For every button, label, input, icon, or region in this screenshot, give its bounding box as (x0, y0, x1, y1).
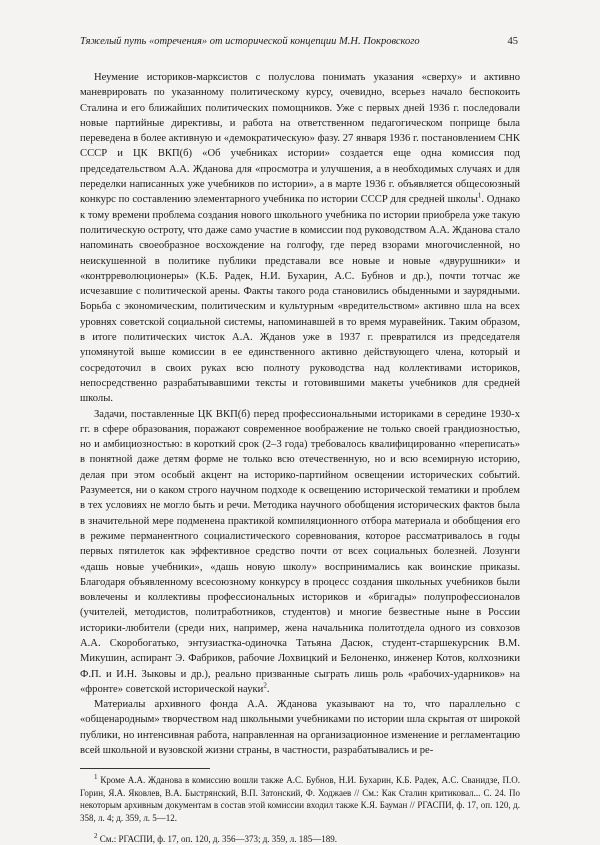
running-header (80, 36, 518, 47)
footnote-marker: 1 (94, 773, 98, 782)
footnote-ref[interactable]: 2 (263, 681, 267, 690)
paragraph: Материалы архивного фонда А.А. Жданова указывают на то, что параллельно с «общенародным» творчеством над школьными учебниками по истории шла скрытая от широкой публики, но интенсивная работа, направленная на организационное изменение и регламентацию всей школьной и вузовской жизни страны, в частности, разрабатывались и ре- (80, 699, 520, 757)
paragraph: Неумение историков-марксистов с полуслова понимать указания «сверху» и активно маневрировать по указанному политическому курсу, очевидно, всерьез начало беспокоить Сталина и его ближайших политических помощников. Уже с первых дней 1936 г. последовали новые партийные директивы, и работа на ответственном педагогическом поприще была переведена в более активную и «демократическую» фазу. 27 января 1936 г. постановлением СНК СССР и ЦК ВКП(б) «Об учебниках истории» создается еще одна комиссия под председательством А.А. Жданова для «просмотра и улучшения, а в необходимых случаях и для переделки написанных уже учебников по истории», а в марте 1936 г. объявляется общесоюзный конкурс по составлению элементарного учебника по истории СССР для средней школы$^1$. Однако к тому времени проблема создания нового школьного учебника по истории приобрела уже такую политическую остроту, что даже само участие в комиссии под руководством А.А. Жданова стало напоминать своеобразное восхождение на голгофу, где перед взорами многочисленной, но неискушенной в политике публики представали все новые и новые «двурушники» и «контрреволюционеры» (К.Б. Радек, Н.И. Бухарин, А.С. Бубнов и др.), почти тотчас же исчезавшие с политической арены. Факты такого рода становились обыденными и заурядными. Борьба с экономическим, политическим и культурным «вредительством» активно шла на всех уровнях советской социальной системы, напоминавшей в то время муравейник. Таким образом, в итоге политических чисток А.А. Жданов уже в 1937 г. превратился из председателя упомянутой выше комиссии в ее единственного активно действующего члена, который и сосредоточил в своих руках всю полноту руководства над коллективами историков, непосредственно разрабатывавшими тексты и готовившими макеты учебников для средней школы. (80, 72, 520, 405)
page-number: 45 (507, 36, 518, 47)
paragraph: Задачи, поставленные ЦК ВКП(б) перед профессиональными историками в середине 1930-х гг. в сфере образования, поражают современное воображение не только своей грандиозностью, но и амбициозностью: в короткий срок (2–3 года) требовалось квалифицированно «переписать» в понятной даже детям форме не только всю отечественную, но и всю всемирную историю, делая при этом особый акцент на историко-партийном освещении исторических событий. Разумеется, ни о каком строго научном подходе к освещению исторической тематики и проблем в тех условиях не могло быть и речи. Методика научного обобщения исторических фактов была в значительной мере подменена практикой компиляционного отбора материала и обобщения его в режиме перманентного социалистического соревнования, которое рассматривалось в годы первых пятилеток как эффективное средство почти от всех социальных болезней. Лозунги «дашь новые учебники», «дашь новую школу» воспринимались как воинские приказы. Благодаря объявленному всесоюзному конкурсу в процесс создания школьных учебников были вовлечены и коллективы профессиональных историков и «бригады» полупрофессионалов (учителей, методистов, политработников, студентов) и многие безвестные ныне в России историки-любители (среди них, например, жена начальника политотдела одного из совхозов А.А. Скоробогатько, энтузиастка-одиночка Татьяна Дасюк, студент-старшекурсник В.М. Микушин, аспирант Э. Фабриков, рабочие Лохвицкий и Белоненко, инженер Котов, колхозники Ф.П. и И.Н. Зыковы и др.), реально призванные сыграть лишь роль «рабочих-ударников» на «фронте» советской исторической науки$^2$. (80, 408, 520, 695)
footnote-divider (80, 768, 210, 769)
main-text (80, 70, 520, 845)
footnote: $^2$ См.: РГАСПИ, ф. 17, оп. 120, д. 356—373; д. 359, л. 185—189. (94, 831, 338, 844)
running-title: Тяжелый путь «отречения» от исторической концепции М.Н. Покровского (80, 36, 420, 47)
footnote-ref[interactable]: 1 (477, 191, 482, 200)
footnote-marker: 2 (94, 831, 98, 840)
footnote: $^1$ Кроме А.А. Жданова в комиссию вошли также А.С. Бубнов, Н.И. Бухарин, К.Б. Радек, А.С. Сванидзе, П.О. Горин, Я.А. Яковлев, В.А. Быстрянский, В.П. Затонский, Ф. Ходжаев // См.: Как Сталин критиковал... С. 24. По некоторым архивным документам в состав этой комиссии входил также К.Я. Бауман // РГАСПИ, ф. 17, оп. 120, д. 358, л. 4; д. 359, л. 5—12. (80, 773, 520, 823)
